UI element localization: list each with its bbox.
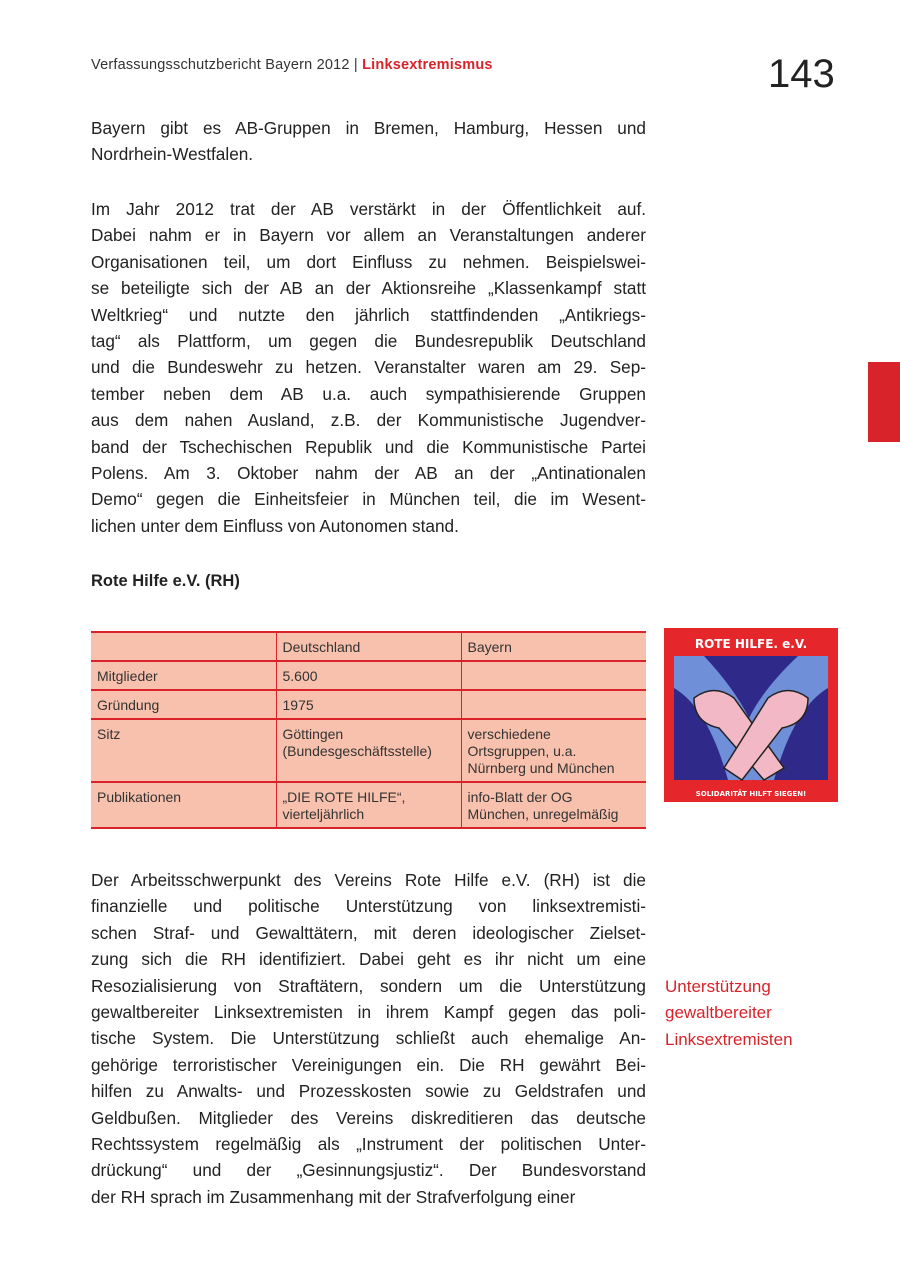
text-line: finanzielle und politische Unterstützung von linksextremisti- [91, 896, 646, 917]
text-line: Weltkrieg“ und nutzte den jährlich stattfindenden „Antikriegs- [91, 304, 646, 325]
table-row [91, 719, 646, 782]
text-line: Organisationen teil, um dort Einfluss zu nehmen. Beispielswei- [91, 251, 646, 272]
table-cell: info-Blatt der OG München, unregelmäßig [461, 782, 646, 828]
text-line: Rechtssystem regelmäßig als „Instrument der politischen Unter- [91, 1134, 646, 1155]
table-row [91, 782, 646, 828]
text-line: se beteiligte sich der AB an der Aktionsreihe „Klassenkampf statt [91, 278, 646, 299]
text-line: Im Jahr 2012 trat der AB verstärkt in der Öffentlichkeit auf. [91, 199, 646, 219]
text-line: gewaltbereiter Linksextremisten in ihrem Kampf gegen das poli- [91, 1002, 646, 1023]
text-line: lichen unter dem Einfluss von Autonomen stand. [91, 515, 459, 536]
margin-note-line: Linksextremisten [665, 1029, 793, 1049]
text-line: tember neben dem AB u.a. auch sympathisierende Gruppen [91, 383, 646, 404]
section-tab-marker [868, 362, 900, 442]
text-line: der RH sprach im Zusammenhang mit der Strafverfolgung einer [91, 1186, 576, 1207]
margin-note-line: gewaltbereiter [665, 1003, 772, 1023]
text-line: tag“ als Plattform, um gegen die Bundesrepublik Deutschland [91, 331, 646, 352]
text-line: schen Straf- und Gewalttätern, mit deren ideologischer Zielset- [91, 922, 646, 943]
paragraph-1 [91, 115, 646, 168]
table-row [91, 661, 646, 690]
table-cell: Mitglieder [91, 661, 276, 690]
text-line: gehörige terroristischer Vereinigungen ein. Die RH gewährt Bei- [91, 1054, 646, 1075]
table-cell: Publikationen [91, 782, 276, 828]
table-cell: Sitz [91, 719, 276, 782]
text-line: hilfen zu Anwalts- und Prozesskosten sowie zu Geldstrafen und [91, 1081, 646, 1102]
logo-top-text: ROTE HILFE. e.V. [694, 637, 808, 651]
paragraph-3 [91, 867, 646, 1210]
text-line: Der Arbeitsschwerpunkt des Vereins Rote Hilfe e.V. (RH) ist die [91, 870, 646, 890]
running-header [91, 57, 493, 73]
header-title: Verfassungsschutzbericht Bayern 2012 | [91, 57, 363, 73]
header-section: Linksextremismus [362, 57, 493, 73]
table-cell: verschiedene Ortsgruppen, u.a. Nürnberg und München [461, 719, 646, 782]
table-row [91, 632, 646, 661]
paragraph-2 [91, 196, 646, 539]
text-line: Resozialisierung von Straftätern, sondern um die Unterstützung [91, 975, 646, 996]
page-number: 143 [768, 52, 835, 96]
text-line: aus dem nahen Ausland, z.B. der Kommunistische Jugendver- [91, 410, 646, 431]
info-table [91, 631, 646, 829]
text-line: zung sich die RH identifiziert. Dabei geht es ihr nicht um eine [91, 949, 646, 970]
text-line: Dabei nahm er in Bayern vor allem an Veranstaltungen anderer [91, 225, 646, 246]
table-cell: Deutschland [276, 632, 461, 661]
table-cell [461, 690, 646, 719]
table-cell: 1975 [276, 690, 461, 719]
text-line: Bayern gibt es AB-Gruppen in Bremen, Hamburg, Hessen und [91, 118, 646, 138]
table-row [91, 690, 646, 719]
logo-bottom-text: SOLIDARITÄT HILFT SIEGEN! [695, 790, 807, 798]
section-heading: Rote Hilfe e.V. (RH) [91, 572, 240, 590]
text-line: Polens. Am 3. Oktober nahm der AB an der „Antinationalen [91, 463, 646, 484]
text-line: Nordrhein-Westfalen. [91, 144, 254, 165]
table-cell: Göttingen (Bundesgeschäftsstelle) [276, 719, 461, 782]
rote-hilfe-logo [664, 628, 838, 802]
text-line: tische System. Die Unterstützung schließt auch ehemalige An- [91, 1028, 646, 1049]
text-line: drückung“ und der „Gesinnungsjustiz“. Der Bundesvorstand [91, 1160, 646, 1181]
table-cell: Bayern [461, 632, 646, 661]
text-line: und die Bundeswehr zu hetzen. Veranstalter waren am 29. Sep- [91, 357, 646, 378]
text-line: Demo“ gegen die Einheitsfeier in München teil, die im Wesent- [91, 489, 646, 510]
table-cell: „DIE ROTE HILFE“, vierteljährlich [276, 782, 461, 828]
table-cell: 5.600 [276, 661, 461, 690]
margin-note-line: Unterstützung [665, 977, 771, 996]
text-line: band der Tschechischen Republik und die Kommunistische Partei [91, 436, 646, 457]
table-cell [461, 661, 646, 690]
text-line: Geldbußen. Mitglieder des Vereins diskreditieren das deutsche [91, 1107, 646, 1128]
table-cell [91, 632, 276, 661]
table-cell: Gründung [91, 690, 276, 719]
margin-note [665, 974, 793, 1053]
